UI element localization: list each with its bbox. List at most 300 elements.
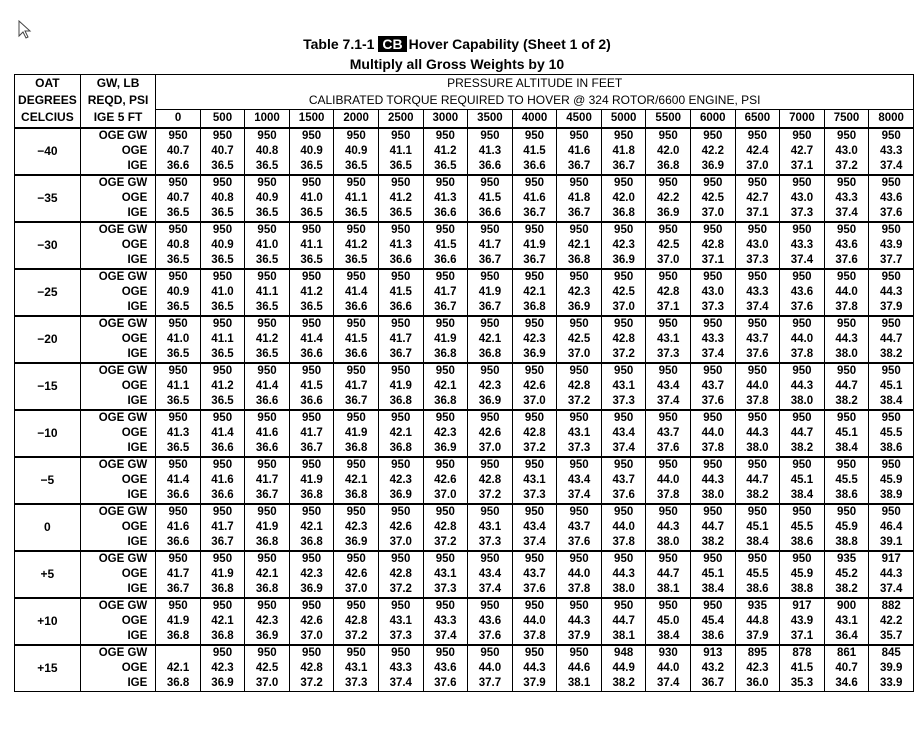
value-cell: 36.6 <box>245 394 290 410</box>
row-label: OGE <box>80 144 156 159</box>
value-cell: 36.6 <box>334 347 379 363</box>
value-cell: 950 <box>245 598 290 614</box>
oat-value: +10 <box>15 598 81 645</box>
table-row <box>15 394 914 410</box>
value-cell: 37.6 <box>780 300 825 316</box>
value-cell: 36.6 <box>156 159 200 175</box>
value-cell: 36.5 <box>200 394 244 410</box>
title-suffix: Hover Capability (Sheet 1 of 2) <box>408 36 611 52</box>
value-cell: 950 <box>780 457 825 473</box>
value-cell: 950 <box>646 457 691 473</box>
value-cell: 37.0 <box>646 253 691 269</box>
value-cell: 42.1 <box>156 661 200 676</box>
value-cell: 36.9 <box>601 253 646 269</box>
value-cell: 36.9 <box>691 159 736 175</box>
value-cell: 36.5 <box>245 206 290 222</box>
table-row <box>15 661 914 676</box>
value-cell: 950 <box>423 175 468 191</box>
value-cell: 43.3 <box>824 191 869 206</box>
value-cell: 950 <box>200 128 244 144</box>
value-cell: 40.9 <box>245 191 290 206</box>
value-cell: 37.3 <box>735 253 780 269</box>
value-cell: 41.2 <box>200 379 244 394</box>
value-cell: 41.9 <box>156 614 200 629</box>
value-cell: 44.3 <box>869 567 914 582</box>
table-row <box>15 567 914 582</box>
value-cell: 36.6 <box>512 159 557 175</box>
value-cell: 37.0 <box>557 347 602 363</box>
value-cell: 36.6 <box>468 206 513 222</box>
oat-header-line: CELCIUS <box>21 110 74 124</box>
value-cell: 950 <box>691 504 736 520</box>
value-cell: 36.7 <box>691 676 736 692</box>
value-cell: 41.7 <box>156 567 200 582</box>
value-cell: 41.4 <box>156 473 200 488</box>
value-cell: 40.7 <box>200 144 244 159</box>
value-cell: 37.4 <box>780 253 825 269</box>
value-cell: 37.4 <box>691 347 736 363</box>
value-cell: 42.5 <box>557 332 602 347</box>
value-cell: 36.5 <box>378 206 423 222</box>
value-cell: 44.7 <box>646 567 691 582</box>
row-label: OGE GW <box>80 363 156 379</box>
value-cell: 37.3 <box>378 629 423 645</box>
value-cell: 45.5 <box>824 473 869 488</box>
row-label: OGE <box>80 285 156 300</box>
gw-header-line: IGE 5 FT <box>93 110 143 124</box>
value-cell: 44.3 <box>869 285 914 300</box>
value-cell: 36.0 <box>735 676 780 692</box>
value-cell: 38.6 <box>780 535 825 551</box>
table-row <box>15 175 914 191</box>
value-cell: 44.3 <box>735 426 780 441</box>
value-cell: 950 <box>378 551 423 567</box>
value-cell: 950 <box>245 269 290 285</box>
value-cell: 950 <box>512 128 557 144</box>
value-cell: 36.5 <box>200 159 244 175</box>
value-cell: 950 <box>601 363 646 379</box>
value-cell: 37.8 <box>601 535 646 551</box>
value-cell: 43.1 <box>468 520 513 535</box>
value-cell: 41.5 <box>780 661 825 676</box>
value-cell: 37.8 <box>646 488 691 504</box>
table-row <box>15 253 914 269</box>
value-cell: 36.8 <box>156 676 200 692</box>
value-cell: 43.4 <box>557 473 602 488</box>
value-cell: 37.4 <box>869 159 914 175</box>
value-cell: 43.0 <box>824 144 869 159</box>
value-cell: 42.5 <box>601 285 646 300</box>
value-cell: 900 <box>824 598 869 614</box>
title-prefix: Table 7.1-1 <box>303 36 375 52</box>
value-cell: 42.3 <box>289 567 334 582</box>
value-cell: 37.0 <box>601 300 646 316</box>
value-cell: 950 <box>824 410 869 426</box>
table-row <box>15 316 914 332</box>
oat-header <box>15 75 81 129</box>
value-cell: 42.6 <box>512 379 557 394</box>
value-cell: 44.0 <box>512 614 557 629</box>
value-cell: 950 <box>423 598 468 614</box>
value-cell: 41.7 <box>200 520 244 535</box>
value-cell: 45.5 <box>735 567 780 582</box>
value-cell: 40.8 <box>156 238 200 253</box>
value-cell: 38.0 <box>691 488 736 504</box>
value-cell: 44.7 <box>869 332 914 347</box>
value-cell: 950 <box>334 504 379 520</box>
table-row <box>15 159 914 175</box>
value-cell: 41.1 <box>334 191 379 206</box>
value-cell: 43.7 <box>691 379 736 394</box>
value-cell: 34.6 <box>824 676 869 692</box>
value-cell: 42.7 <box>780 144 825 159</box>
value-cell: 950 <box>646 316 691 332</box>
value-cell: 42.1 <box>200 614 244 629</box>
value-cell: 950 <box>780 128 825 144</box>
value-cell: 36.5 <box>334 253 379 269</box>
value-cell: 37.1 <box>691 253 736 269</box>
table-title <box>0 35 914 53</box>
value-cell: 42.3 <box>423 426 468 441</box>
value-cell: 36.8 <box>156 629 200 645</box>
value-cell: 950 <box>691 551 736 567</box>
oat-value: +5 <box>15 551 81 598</box>
value-cell: 38.0 <box>780 394 825 410</box>
value-cell: 41.3 <box>156 426 200 441</box>
value-cell: 37.2 <box>601 347 646 363</box>
altitude-header: 6500 <box>735 110 780 129</box>
value-cell: 38.2 <box>735 488 780 504</box>
value-cell: 44.3 <box>824 332 869 347</box>
value-cell: 950 <box>200 363 244 379</box>
value-cell: 950 <box>646 410 691 426</box>
row-label: IGE <box>80 676 156 692</box>
value-cell: 950 <box>289 457 334 473</box>
value-cell: 42.5 <box>245 661 290 676</box>
value-cell: 37.6 <box>423 676 468 692</box>
table-row <box>15 473 914 488</box>
value-cell: 41.9 <box>468 285 513 300</box>
value-cell: 950 <box>646 128 691 144</box>
value-cell: 950 <box>691 457 736 473</box>
value-cell: 37.0 <box>334 582 379 598</box>
value-cell: 950 <box>334 410 379 426</box>
value-cell: 950 <box>691 363 736 379</box>
value-cell: 950 <box>780 410 825 426</box>
value-cell: 38.6 <box>735 582 780 598</box>
value-cell: 38.2 <box>869 347 914 363</box>
value-cell: 37.8 <box>735 394 780 410</box>
altitude-header: 7500 <box>824 110 869 129</box>
value-cell: 37.4 <box>512 535 557 551</box>
oat-value: −15 <box>15 363 81 410</box>
value-cell: 42.8 <box>334 614 379 629</box>
value-cell: 36.5 <box>156 441 200 457</box>
value-cell: 41.5 <box>512 144 557 159</box>
value-cell: 45.9 <box>869 473 914 488</box>
value-cell: 950 <box>869 316 914 332</box>
value-cell: 36.6 <box>378 300 423 316</box>
value-cell: 36.8 <box>423 347 468 363</box>
table-row <box>15 598 914 614</box>
row-label: IGE <box>80 394 156 410</box>
value-cell: 43.1 <box>646 332 691 347</box>
value-cell: 36.7 <box>156 582 200 598</box>
table-row <box>15 535 914 551</box>
value-cell: 41.9 <box>423 332 468 347</box>
value-cell: 950 <box>824 316 869 332</box>
table-row <box>15 488 914 504</box>
row-label: OGE <box>80 379 156 394</box>
value-cell: 45.1 <box>780 473 825 488</box>
value-cell: 38.4 <box>735 535 780 551</box>
row-label: IGE <box>80 300 156 316</box>
value-cell: 42.1 <box>378 426 423 441</box>
value-cell: 45.2 <box>824 567 869 582</box>
value-cell: 950 <box>245 551 290 567</box>
value-cell: 950 <box>468 410 513 426</box>
value-cell: 41.5 <box>378 285 423 300</box>
table-row <box>15 551 914 567</box>
value-cell: 37.2 <box>378 582 423 598</box>
value-cell: 950 <box>468 128 513 144</box>
value-cell: 37.6 <box>468 629 513 645</box>
value-cell: 36.9 <box>423 441 468 457</box>
value-cell: 41.7 <box>289 426 334 441</box>
value-cell: 37.2 <box>468 488 513 504</box>
value-cell: 36.5 <box>200 300 244 316</box>
table-row <box>15 379 914 394</box>
row-label: OGE GW <box>80 551 156 567</box>
value-cell: 40.8 <box>245 144 290 159</box>
value-cell: 950 <box>334 316 379 332</box>
value-cell: 950 <box>289 269 334 285</box>
value-cell: 38.6 <box>824 488 869 504</box>
value-cell: 861 <box>824 645 869 661</box>
value-cell: 35.7 <box>869 629 914 645</box>
value-cell: 37.2 <box>334 629 379 645</box>
value-cell: 41.4 <box>334 285 379 300</box>
value-cell: 36.9 <box>468 394 513 410</box>
value-cell: 41.9 <box>378 379 423 394</box>
value-cell: 36.6 <box>334 300 379 316</box>
value-cell: 950 <box>423 457 468 473</box>
value-cell: 950 <box>245 504 290 520</box>
row-label: IGE <box>80 206 156 222</box>
value-cell: 37.3 <box>423 582 468 598</box>
value-cell: 950 <box>869 175 914 191</box>
value-cell: 44.7 <box>735 473 780 488</box>
value-cell: 39.1 <box>869 535 914 551</box>
table-row <box>15 300 914 316</box>
value-cell: 37.4 <box>468 582 513 598</box>
value-cell: 950 <box>378 175 423 191</box>
value-cell: 950 <box>378 598 423 614</box>
value-cell: 950 <box>735 457 780 473</box>
value-cell: 41.0 <box>200 285 244 300</box>
value-cell: 36.5 <box>156 347 200 363</box>
oat-value: +15 <box>15 645 81 692</box>
value-cell: 43.0 <box>780 191 825 206</box>
value-cell: 37.6 <box>824 253 869 269</box>
value-cell: 37.4 <box>869 582 914 598</box>
gw-header-line: REQD, PSI <box>87 93 149 107</box>
value-cell: 36.9 <box>200 676 244 692</box>
value-cell: 43.3 <box>780 238 825 253</box>
value-cell: 950 <box>735 222 780 238</box>
value-cell: 38.0 <box>735 441 780 457</box>
value-cell: 44.0 <box>557 567 602 582</box>
value-cell: 37.7 <box>869 253 914 269</box>
value-cell: 36.5 <box>289 159 334 175</box>
value-cell: 42.5 <box>691 191 736 206</box>
value-cell: 46.4 <box>869 520 914 535</box>
value-cell: 37.4 <box>735 300 780 316</box>
value-cell: 36.8 <box>289 535 334 551</box>
row-label: IGE <box>80 347 156 363</box>
value-cell: 44.0 <box>735 379 780 394</box>
value-cell: 43.4 <box>468 567 513 582</box>
value-cell: 41.9 <box>245 520 290 535</box>
altitude-header: 4500 <box>557 110 602 129</box>
value-cell: 40.7 <box>824 661 869 676</box>
value-cell: 950 <box>334 222 379 238</box>
table-row <box>15 144 914 159</box>
value-cell: 41.7 <box>378 332 423 347</box>
value-cell: 950 <box>735 363 780 379</box>
value-cell: 41.2 <box>378 191 423 206</box>
value-cell: 950 <box>378 316 423 332</box>
value-cell: 950 <box>601 504 646 520</box>
value-cell: 36.5 <box>200 347 244 363</box>
gw-header <box>80 75 156 129</box>
value-cell: 42.8 <box>378 567 423 582</box>
value-cell: 41.6 <box>512 191 557 206</box>
value-cell: 41.1 <box>156 379 200 394</box>
value-cell: 44.3 <box>780 379 825 394</box>
row-label: IGE <box>80 253 156 269</box>
table-row <box>15 191 914 206</box>
value-cell: 950 <box>289 410 334 426</box>
value-cell: 36.7 <box>468 300 513 316</box>
value-cell: 950 <box>378 457 423 473</box>
value-cell: 950 <box>557 363 602 379</box>
value-cell: 950 <box>601 269 646 285</box>
value-cell: 950 <box>289 504 334 520</box>
value-cell: 950 <box>245 175 290 191</box>
value-cell: 37.2 <box>423 535 468 551</box>
value-cell: 950 <box>735 128 780 144</box>
altitude-header: 2000 <box>334 110 379 129</box>
value-cell: 41.5 <box>423 238 468 253</box>
table-row <box>15 629 914 645</box>
value-cell: 44.8 <box>735 614 780 629</box>
value-cell: 950 <box>468 363 513 379</box>
value-cell: 950 <box>468 457 513 473</box>
value-cell: 36.5 <box>245 300 290 316</box>
table-row <box>15 410 914 426</box>
value-cell: 950 <box>824 363 869 379</box>
value-cell: 845 <box>869 645 914 661</box>
value-cell: 950 <box>468 222 513 238</box>
value-cell: 42.6 <box>334 567 379 582</box>
value-cell: 950 <box>646 175 691 191</box>
value-cell: 36.8 <box>378 394 423 410</box>
value-cell: 950 <box>200 175 244 191</box>
value-cell: 950 <box>557 504 602 520</box>
value-cell: 950 <box>735 410 780 426</box>
value-cell: 43.1 <box>824 614 869 629</box>
value-cell: 42.6 <box>468 426 513 441</box>
value-cell: 950 <box>735 504 780 520</box>
value-cell: 950 <box>601 175 646 191</box>
value-cell: 36.7 <box>512 253 557 269</box>
value-cell: 950 <box>780 316 825 332</box>
value-cell: 43.3 <box>378 661 423 676</box>
table-row <box>15 285 914 300</box>
value-cell: 950 <box>735 175 780 191</box>
value-cell: 42.3 <box>601 238 646 253</box>
table-row <box>15 645 914 661</box>
value-cell: 44.7 <box>601 614 646 629</box>
value-cell: 41.3 <box>378 238 423 253</box>
value-cell: 38.4 <box>869 394 914 410</box>
value-cell: 950 <box>378 410 423 426</box>
table-row <box>15 676 914 692</box>
value-cell: 42.4 <box>735 144 780 159</box>
value-cell: 45.5 <box>780 520 825 535</box>
value-cell: 45.9 <box>824 520 869 535</box>
value-cell: 950 <box>824 457 869 473</box>
value-cell: 36.9 <box>378 488 423 504</box>
value-cell: 40.9 <box>156 285 200 300</box>
row-label: IGE <box>80 488 156 504</box>
value-cell: 38.6 <box>691 629 736 645</box>
table-row <box>15 457 914 473</box>
value-cell: 37.4 <box>378 676 423 692</box>
value-cell: 40.9 <box>334 144 379 159</box>
value-cell: 38.8 <box>824 535 869 551</box>
value-cell: 41.1 <box>245 285 290 300</box>
value-cell: 950 <box>646 598 691 614</box>
value-cell: 36.6 <box>200 441 244 457</box>
value-cell: 950 <box>512 222 557 238</box>
value-cell: 37.0 <box>423 488 468 504</box>
value-cell: 36.8 <box>646 159 691 175</box>
value-cell: 41.9 <box>289 473 334 488</box>
table-row <box>15 426 914 441</box>
value-cell: 950 <box>200 410 244 426</box>
value-cell: 44.6 <box>557 661 602 676</box>
table-row <box>15 347 914 363</box>
value-cell: 43.6 <box>468 614 513 629</box>
value-cell: 36.7 <box>378 347 423 363</box>
value-cell: 41.6 <box>557 144 602 159</box>
value-cell: 45.5 <box>869 426 914 441</box>
value-cell: 42.3 <box>735 661 780 676</box>
altitude-header: 1500 <box>289 110 334 129</box>
value-cell: 36.6 <box>289 347 334 363</box>
value-cell: 37.0 <box>512 394 557 410</box>
altitude-header: 7000 <box>780 110 825 129</box>
value-cell: 42.8 <box>646 285 691 300</box>
value-cell: 37.8 <box>824 300 869 316</box>
table-row <box>15 614 914 629</box>
value-cell: 895 <box>735 645 780 661</box>
value-cell: 35.3 <box>780 676 825 692</box>
value-cell: 37.1 <box>780 159 825 175</box>
value-cell: 41.5 <box>468 191 513 206</box>
